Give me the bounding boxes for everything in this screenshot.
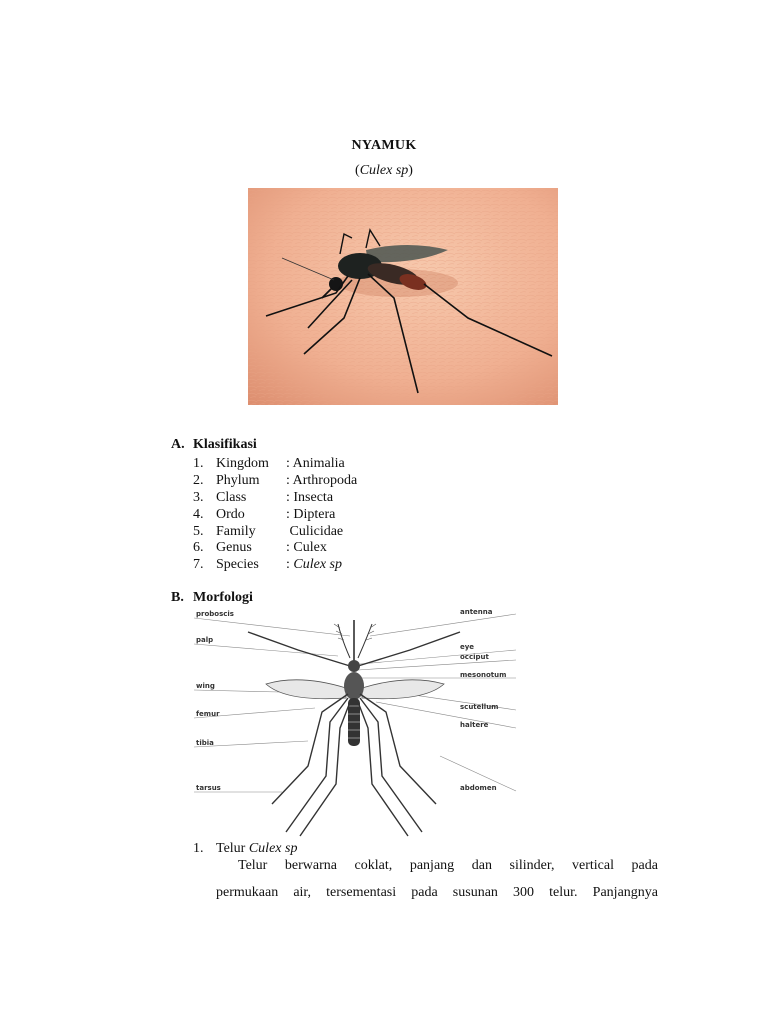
paragraph-line-1: Telur berwarna coklat, panjang dan silinder, vertical pada [238, 858, 658, 873]
page-title: NYAMUK [351, 138, 417, 153]
species-italic: Culex sp [359, 163, 409, 178]
paragraph-line-2: permukaan air, tersementasi pada susunan 300 telur. Panjangnya [216, 885, 658, 900]
list-item: 6. Genus : Culex [193, 540, 327, 556]
label-abdomen: abdomen [460, 784, 497, 792]
list-item: 1. Kingdom : Animalia [193, 456, 345, 471]
list-item: 5. Family Culicidae [193, 523, 344, 539]
list-item: 3. Class : Insecta [193, 489, 334, 505]
page-subtitle: (Culex sp) [355, 163, 413, 178]
label-mesonotum: mesonotum [460, 671, 507, 679]
label-proboscis: proboscis [196, 610, 234, 618]
label-tarsus: tarsus [196, 784, 221, 792]
label-tibia: tibia [196, 739, 214, 747]
list-item: 4. Ordo : Diptera [193, 506, 336, 522]
mosquito-morphology-diagram [190, 606, 522, 840]
mosquito-photo [248, 188, 558, 405]
label-femur: femur [196, 710, 220, 718]
list-item: 7. Species : Culex sp [193, 557, 342, 573]
label-antenna: antenna [460, 608, 493, 616]
classification-list [193, 456, 357, 574]
label-haltere: haltere [460, 721, 489, 729]
label-occiput: occiput [460, 653, 489, 661]
label-palp: palp [196, 636, 214, 644]
label-eye: eye [460, 643, 475, 651]
section-b-heading: B. Morfologi [171, 590, 253, 605]
label-scutellum: scutellum [460, 703, 499, 711]
list-item: 2. Phylum : Arthropoda [193, 472, 358, 488]
section-a-heading: A. Klasifikasi [171, 437, 257, 452]
morphology-item-1: 1. Telur Culex sp [193, 841, 298, 856]
label-wing: wing [196, 682, 215, 690]
